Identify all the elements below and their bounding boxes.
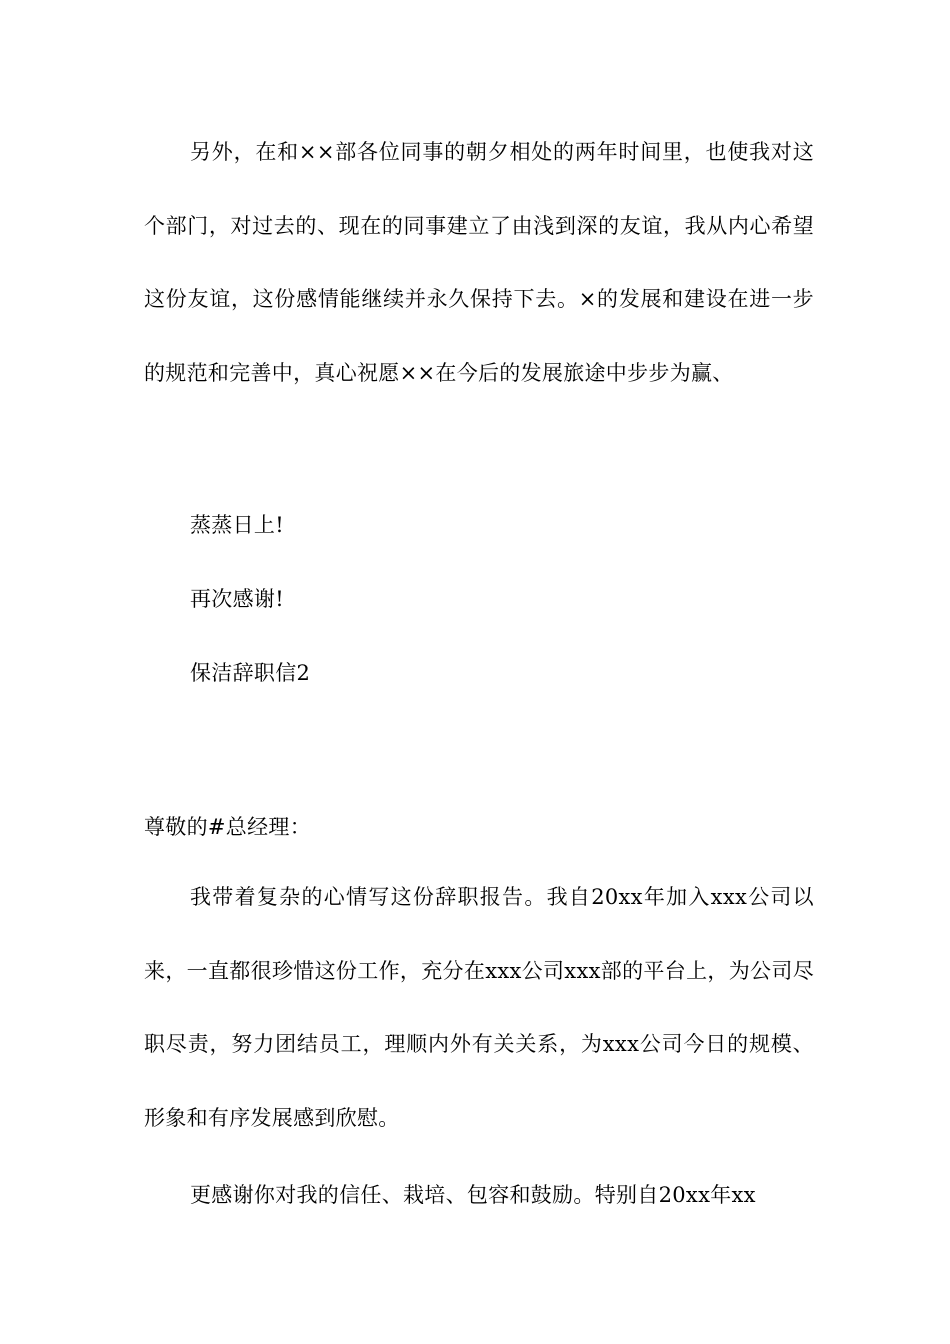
paragraph-letter-title: 保洁辞职信2 bbox=[190, 661, 311, 685]
paragraph-salutation: 尊敬的#总经理： bbox=[144, 815, 311, 839]
paragraph-prosper: 蒸蒸日上! bbox=[190, 513, 284, 537]
paragraph-gratitude: 更感谢你对我的信任、栽培、包容和鼓励。特别自20xx年xx bbox=[190, 1183, 756, 1207]
paragraph-farewell: 另外，在和××部各位同事的朝夕相处的两年时间里，也使我对这个部门，对过去的、现在的同事建立了由浅到深的友谊，我从内心希望这份友谊，这份感情能继续并永久保持下去。×的发展和建设在进一步的规范和完善中，真心祝愿××在今后的发展旅途中步步为赢、 bbox=[144, 140, 814, 385]
paragraph-resignation-body: 我带着复杂的心情写这份辞职报告。我自20xx年加入xxx公司以来，一直都很珍惜这份工作，充分在xxx公司xxx部的平台上，为公司尽职尽责，努力团结员工，理顺内外有关关系，为xxx公司今日的规模、形象和有序发展感到欣慰。 bbox=[144, 885, 814, 1130]
paragraph-thanks-again: 再次感谢! bbox=[190, 587, 284, 611]
